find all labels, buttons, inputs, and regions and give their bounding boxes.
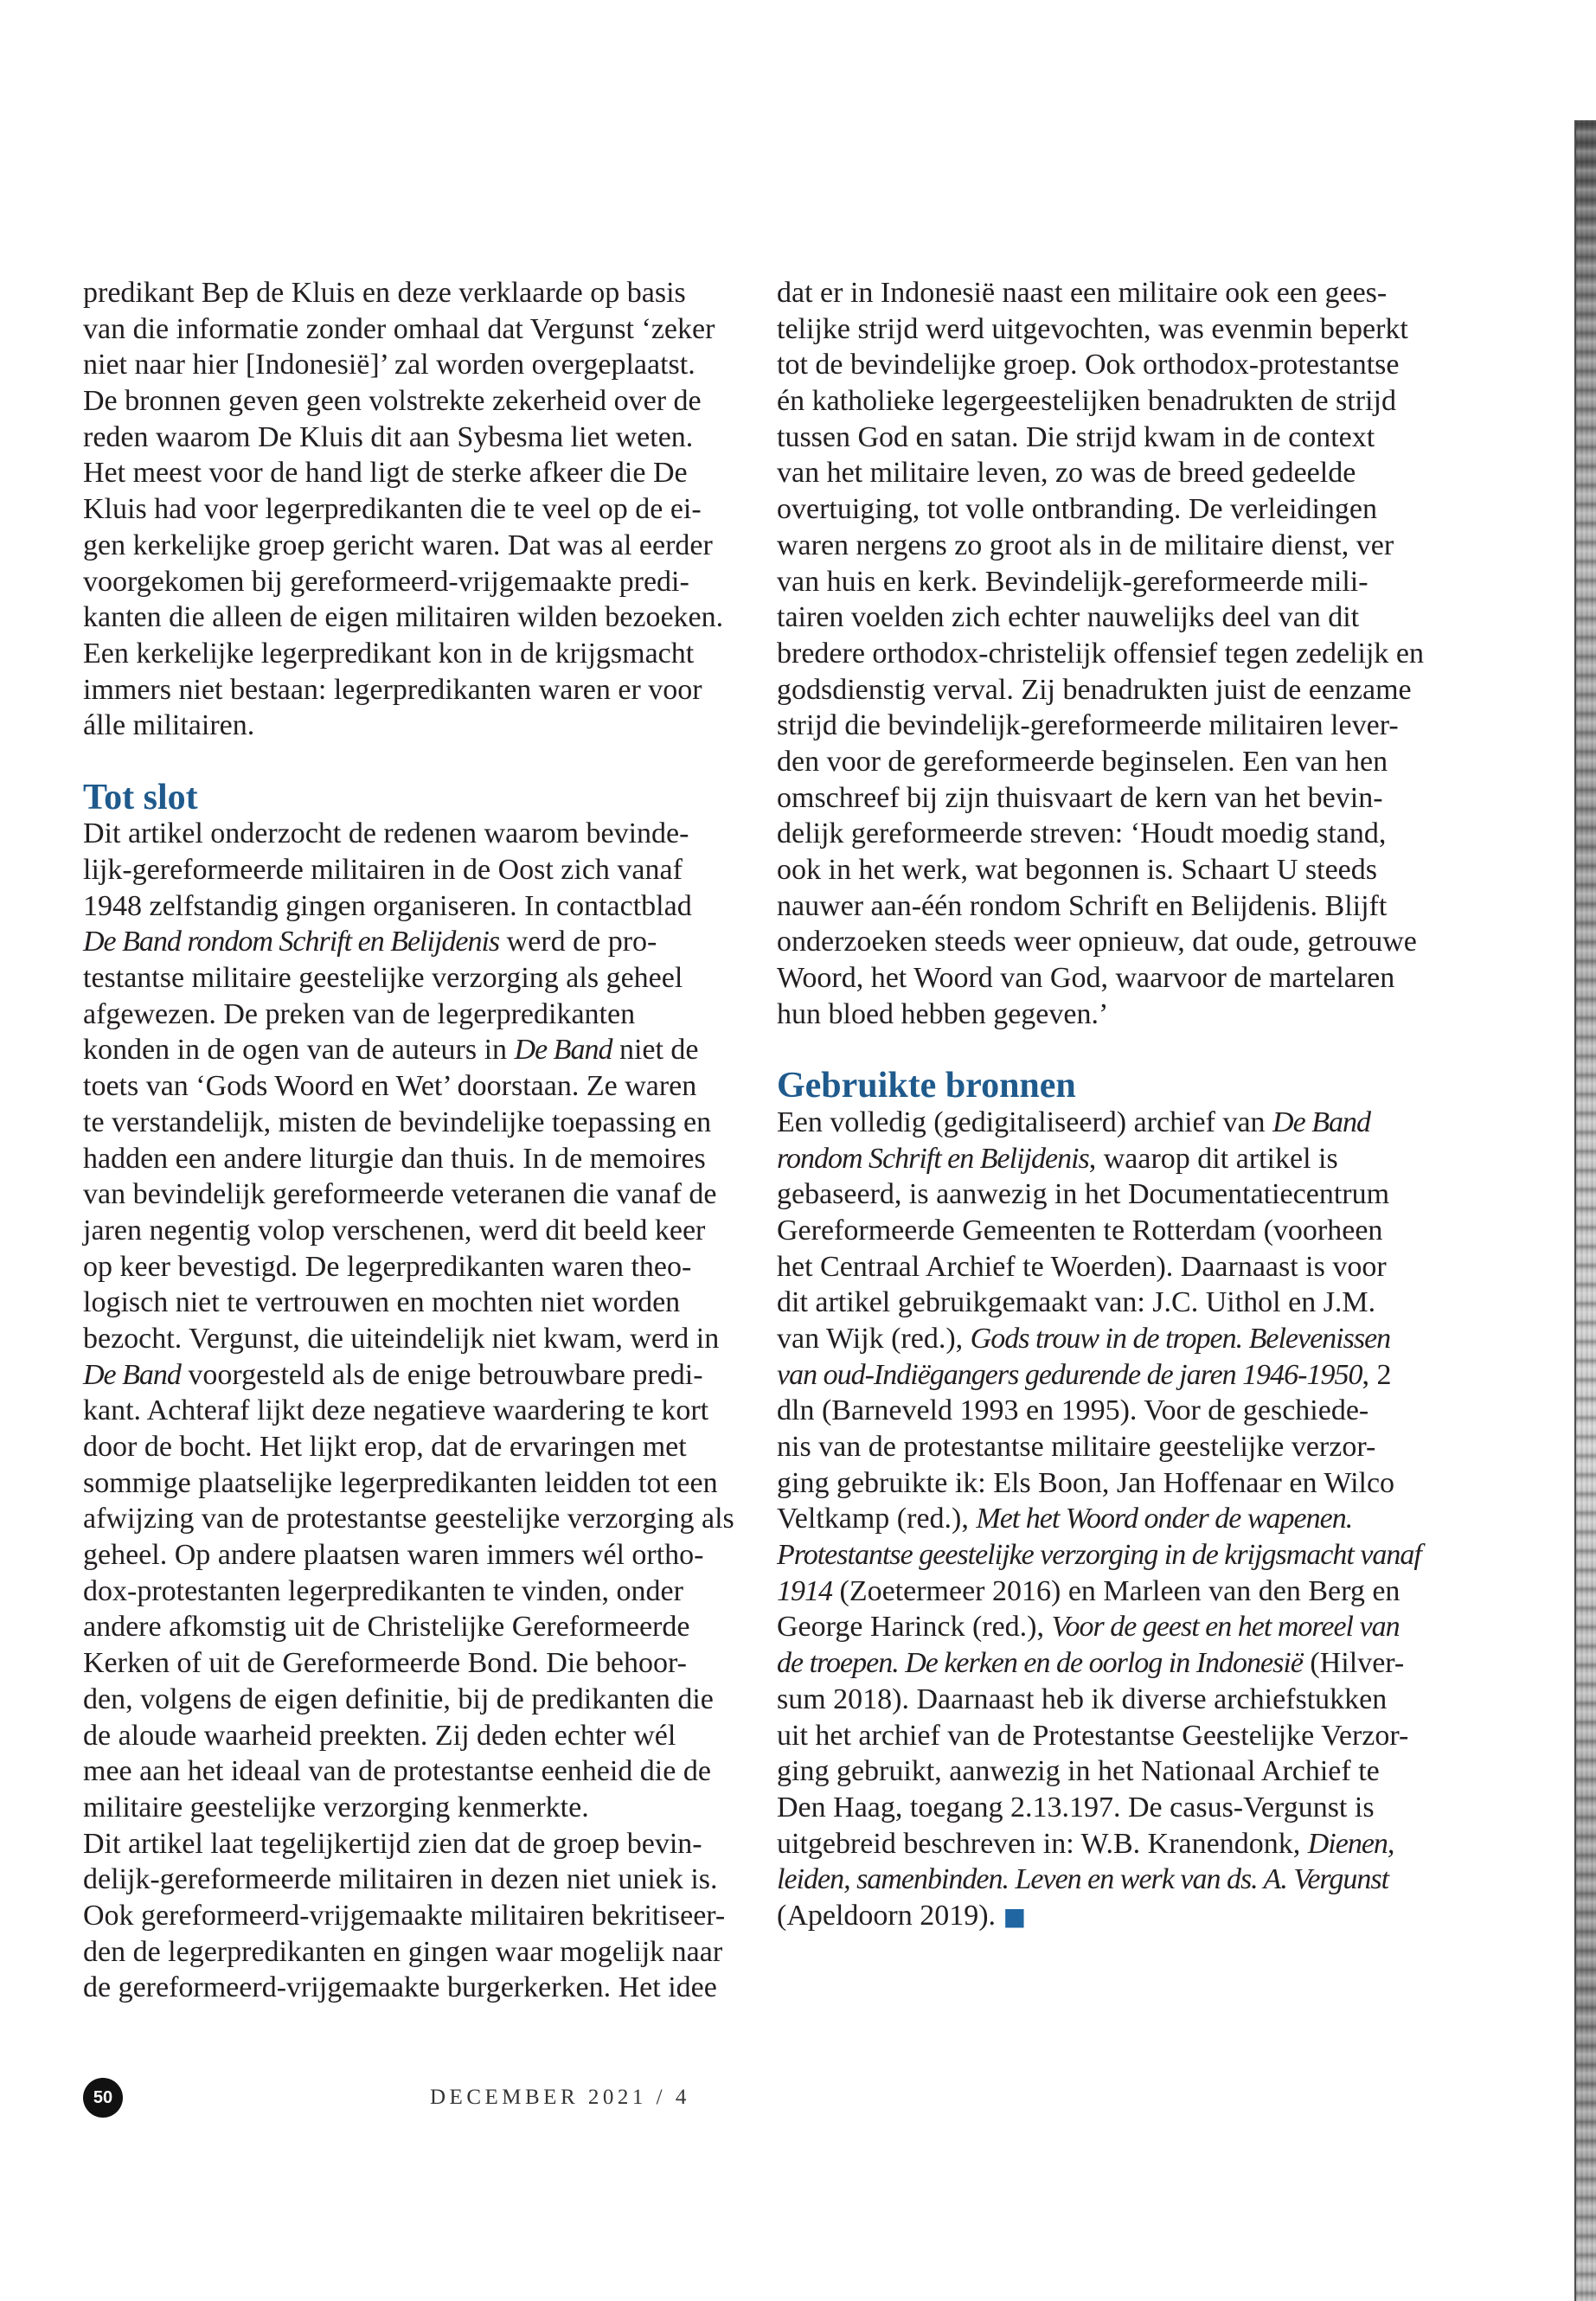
text-run: het Centraal Archief te Woerden). Daarnaast is voor [777, 1250, 1387, 1283]
italic-title: Protestantse geestelijke verzorging in de krijgsmacht vanaf [777, 1539, 1421, 1572]
text-run: strijd die bevindelijk-gereformeerde militairen lever- [777, 709, 1399, 742]
italic-title: Gods trouw in de tropen. Belevenissen [970, 1322, 1391, 1355]
right-column [777, 275, 1452, 1934]
text-line [777, 997, 1452, 1033]
text-line [83, 888, 758, 925]
text-line [777, 1790, 1452, 1826]
text-run: én katholieke legergeestelijken benadrukten de strijd [777, 385, 1396, 418]
text-line [777, 1682, 1452, 1718]
text-line [83, 852, 758, 888]
text-line [777, 1609, 1452, 1645]
text-line [83, 960, 758, 997]
text-run: nauwer aan-één rondom Schrift en Belijdenis. Blijft [777, 889, 1388, 922]
text-run: afgewezen. De preken van de legerpredikanten [83, 997, 636, 1030]
text-run: door de bocht. Het lijkt erop, dat de ervaringen met [83, 1431, 687, 1463]
text-run: Dit artikel onderzocht de redenen waarom bevinde- [83, 817, 689, 850]
text-line [83, 816, 758, 852]
text-line [83, 455, 758, 491]
text-run: Een kerkelijke legerpredikant kon in de krijgsmacht [83, 637, 695, 670]
text-run: (Zoetermeer 2016) en Marleen van den Berg en [832, 1574, 1401, 1607]
text-line [777, 1321, 1452, 1357]
text-line [83, 1826, 758, 1862]
text-run: dit artikel gebruikgemaakt van: J.C. Uithol en J.M. [777, 1286, 1376, 1319]
text-line [83, 1862, 758, 1898]
text-line [777, 1176, 1452, 1213]
text-run: niet de [612, 1034, 699, 1067]
text-line [777, 1105, 1452, 1141]
issue-label: DECEMBER 2021 / 4 [430, 2086, 690, 2109]
text-line [777, 491, 1452, 528]
text-line [777, 383, 1452, 420]
text-line [83, 1970, 758, 2006]
text-line [777, 1357, 1452, 1394]
text-run: te verstandelijk, misten de bevindelijke toepassing en [83, 1106, 712, 1138]
text-line [83, 1574, 758, 1610]
text-run: den, volgens de eigen definitie, bij de predikanten die [83, 1682, 714, 1715]
text-run: (Apeldoorn 2019). [777, 1899, 1003, 1932]
text-line [83, 1898, 758, 1934]
text-run: den de legerpredikanten en gingen waar mogelijk naar [83, 1935, 723, 1968]
text-line [83, 1682, 758, 1718]
text-run: toets van ‘Gods Woord en Wet’ doorstaan. Ze waren [83, 1070, 697, 1103]
text-run: mee aan het ideaal van de protestantse eenheid die de [83, 1755, 711, 1788]
text-line [777, 924, 1452, 960]
text-run: George Harinck (red.), [777, 1611, 1052, 1644]
italic-title: Met het Woord onder de wapenen. [976, 1503, 1353, 1535]
text-run: kant. Achteraf lijkt deze negatieve waardering te kort [83, 1394, 709, 1427]
text-line [83, 1213, 758, 1249]
text-run: andere afkomstig uit de Christelijke Gereformeerde [83, 1611, 690, 1644]
text-line [83, 347, 758, 383]
text-run: waren nergens zo groot als in de militaire dienst, ver [777, 529, 1394, 561]
text-line [83, 1465, 758, 1502]
text-run: Dit artikel laat tegelijkertijd zien dat de groep bevin- [83, 1827, 702, 1860]
text-run: predikant Bep de Kluis en deze verklaarde op basis [83, 277, 686, 309]
text-line [83, 1645, 758, 1682]
text-line [83, 924, 758, 960]
text-line [83, 1393, 758, 1429]
text-line [777, 599, 1452, 636]
text-line [777, 564, 1452, 600]
text-run: Kluis had voor legerpredikanten die te veel op de ei- [83, 493, 702, 526]
text-run: kanten die alleen de eigen militairen wilden bezoeken. [83, 601, 724, 634]
text-run: testantse militaire geestelijke verzorging als geheel [83, 962, 683, 995]
italic-title: de troepen. De kerken en de oorlog in Indonesië [777, 1647, 1303, 1680]
section-heading-gebruikte-bronnen: Gebruikte bronnen [777, 1066, 1076, 1106]
text-line [83, 599, 758, 636]
text-run: lijk-gereformeerde militairen in de Oost zich vanaf [83, 854, 683, 886]
text-run: van bevindelijk gereformeerde veteranen die vanaf de [83, 1178, 717, 1211]
text-run: ging gebruikt, aanwezig in het Nationaal Archief te [777, 1755, 1380, 1788]
text-run: álle militairen. [83, 709, 255, 742]
text-run: van Wijk (red.), [777, 1322, 971, 1355]
text-line [777, 1393, 1452, 1429]
text-line [83, 1032, 758, 1068]
text-run: den voor de gereformeerde beginselen. Een van hen [777, 745, 1388, 778]
text-run: voorgekomen bij gereformeerd-vrijgemaakte predi- [83, 565, 689, 598]
text-line [83, 1141, 758, 1177]
text-run: de aloude waarheid preekten. Zij deden echter wél [83, 1719, 676, 1752]
text-line [83, 383, 758, 420]
italic-title: van oud-Indiëgangers gedurende de jaren 1946-1950 [777, 1358, 1362, 1391]
text-line [83, 528, 758, 564]
text-line [777, 708, 1452, 744]
sources-text-block [777, 1105, 1452, 1934]
text-line [777, 311, 1452, 348]
text-line [83, 1321, 758, 1357]
text-run: op keer bevestigd. De legerpredikanten waren theo- [83, 1250, 692, 1283]
text-line [777, 852, 1452, 888]
text-line [777, 528, 1452, 564]
text-run: delijk gereformeerde streven: ‘Houdt moedig stand, [777, 817, 1387, 850]
text-run: konden in de ogen van de auteurs in [83, 1034, 515, 1067]
text-run: de gereformeerd-vrijgemaakte burgerkerken. Het idee [83, 1971, 717, 2004]
text-run: sommige plaatselijke legerpredikanten leidden tot een [83, 1466, 718, 1499]
text-line [83, 420, 758, 456]
italic-title: De Band [83, 1358, 181, 1391]
text-line [777, 1862, 1452, 1898]
text-run: Kerken of uit de Gereformeerde Bond. Die behoor- [83, 1647, 687, 1680]
text-run: , waarop dit artikel is [1088, 1142, 1338, 1175]
text-line [777, 1249, 1452, 1285]
italic-title: De Band [514, 1034, 612, 1067]
text-line [83, 1537, 758, 1574]
text-run: Den Haag, toegang 2.13.197. De casus-Vergunst is [777, 1791, 1375, 1823]
italic-title: 1914 [777, 1574, 832, 1607]
text-run: logisch niet te vertrouwen en mochten niet worden [83, 1286, 681, 1319]
text-run: ook in het werk, wat begonnen is. Schaart U steeds [777, 854, 1377, 886]
text-run: Woord, het Woord van God, waarvoor de martelaren [777, 962, 1395, 995]
text-run: militaire geestelijke verzorging kenmerkte. [83, 1791, 589, 1823]
text-run: immers niet bestaan: legerpredikanten waren er voor [83, 673, 702, 706]
text-run: Het meest voor de hand ligt de sterke afkeer die De [83, 457, 688, 490]
text-line [777, 275, 1452, 311]
text-run: tot de bevindelijke groep. Ook orthodox-protestantse [777, 349, 1400, 381]
text-line [777, 1465, 1452, 1502]
text-line [777, 1574, 1452, 1610]
text-run: ging gebruikte ik: Els Boon, Jan Hoffenaar en Wilco [777, 1466, 1395, 1499]
text-run: van die informatie zonder omhaal dat Vergunst ‘zeker [83, 312, 715, 345]
text-line [83, 1718, 758, 1754]
paragraph-spacer [83, 744, 758, 780]
text-run: Gereformeerde Gemeenten te Rotterdam (voorheen [777, 1214, 1383, 1247]
end-of-article-square-icon: ■ [1003, 1901, 1027, 1931]
text-run: 1948 zelfstandig gingen organiseren. In contactblad [83, 889, 692, 922]
italic-title: rondom Schrift en Belijdenis [777, 1142, 1089, 1175]
italic-title: De Band rondom Schrift en Belijdenis [83, 926, 500, 958]
text-line [777, 744, 1452, 780]
section-heading-tot-slot: Tot slot [83, 777, 198, 817]
text-run: (Hilver- [1302, 1647, 1405, 1680]
text-run: van huis en kerk. Bevindelijk-gereformeerde mili- [777, 565, 1368, 598]
text-line [777, 1718, 1452, 1754]
text-run: jaren negentig volop verschenen, werd dit beeld keer [83, 1214, 706, 1247]
text-line [83, 1176, 758, 1213]
text-run: sum 2018). Daarnaast heb ik diverse archiefstukken [777, 1682, 1388, 1715]
text-run: tussen God en satan. Die strijd kwam in de context [777, 420, 1375, 453]
text-line [777, 1753, 1452, 1790]
text-line [83, 1501, 758, 1537]
text-run: uit het archief van de Protestantse Geestelijke Verzor- [777, 1719, 1409, 1752]
adjacent-page-photo-edge [1574, 120, 1596, 2301]
text-line [777, 1537, 1452, 1574]
text-line [83, 491, 758, 528]
text-run: uitgebreid beschreven in: W.B. Kranendonk, [777, 1827, 1308, 1860]
text-line [777, 1645, 1452, 1682]
text-run: hun bloed hebben gegeven.’ [777, 997, 1109, 1030]
text-run: bredere orthodox-christelijk offensief tegen zedelijk en [777, 637, 1425, 670]
text-line [777, 780, 1452, 817]
text-run: godsdienstig verval. Zij benadrukten juist de eenzame [777, 673, 1412, 706]
text-line [777, 1501, 1452, 1537]
text-line [83, 1790, 758, 1826]
text-line [83, 1105, 758, 1141]
text-run: onderzoeken steeds weer opnieuw, dat oude, getrouwe [777, 926, 1417, 958]
text-line [777, 816, 1452, 852]
conclusion-text-block [83, 816, 758, 2006]
text-line [777, 636, 1452, 672]
text-run: bezocht. Vergunst, die uiteindelijk niet kwam, werd in [83, 1322, 720, 1355]
text-run: De bronnen geven geen volstrekte zekerheid over de [83, 385, 702, 418]
text-line [83, 311, 758, 348]
text-line [83, 275, 758, 311]
text-line [83, 997, 758, 1033]
text-line [777, 1898, 1452, 1934]
italic-title: De Band [1272, 1106, 1370, 1138]
text-run: tairen voelden zich echter nauwelijks deel van dit [777, 601, 1360, 634]
text-run: Een volledig (gedigitaliseerd) archief van [777, 1106, 1273, 1138]
text-line [83, 636, 758, 672]
text-run: Veltkamp (red.), [777, 1503, 977, 1535]
text-run: geheel. Op andere plaatsen waren immers wél ortho- [83, 1539, 704, 1572]
text-run: van het militaire leven, zo was de breed gedeelde [777, 457, 1356, 490]
text-run: telijke strijd werd uitgevochten, was evenmin beperkt [777, 312, 1408, 345]
text-line [777, 1285, 1452, 1321]
text-run: afwijzing van de protestantse geestelijke verzorging als [83, 1503, 734, 1535]
italic-title: Dienen, [1307, 1827, 1394, 1860]
text-line [83, 1609, 758, 1645]
text-line [777, 888, 1452, 925]
text-line [777, 672, 1452, 708]
text-line [83, 1429, 758, 1465]
text-run: delijk-gereformeerde militairen in dezen niet uniek is. [83, 1863, 718, 1896]
left-column [83, 275, 758, 2006]
text-run: reden waarom De Kluis dit aan Sybesma liet weten. [83, 420, 694, 453]
text-line [83, 1934, 758, 1971]
text-line [83, 672, 758, 708]
text-run: werd de pro- [499, 926, 657, 958]
text-line [83, 1357, 758, 1394]
text-line [777, 420, 1452, 456]
text-line [777, 1826, 1452, 1862]
text-line [83, 708, 758, 744]
text-run: , 2 [1362, 1358, 1392, 1391]
page-number-badge: 50 [83, 2078, 123, 2118]
text-line [777, 347, 1452, 383]
paragraph-spacer [777, 1032, 1452, 1068]
text-run: Ook gereformeerd-vrijgemaakte militairen bekritiseer- [83, 1899, 726, 1932]
text-run: dln (Barneveld 1993 en 1995). Voor de geschiede- [777, 1394, 1369, 1427]
text-line [777, 1213, 1452, 1249]
text-line [83, 564, 758, 600]
text-line [83, 1753, 758, 1790]
text-run: nis van de protestantse militaire geestelijke verzor- [777, 1431, 1376, 1463]
text-run: overtuiging, tot volle ontbranding. De verleidingen [777, 493, 1378, 526]
text-run: gebaseerd, is aanwezig in het Documentatiecentrum [777, 1178, 1390, 1211]
italic-title: leiden, samenbinden. Leven en werk van ds. A. Vergunst [777, 1863, 1389, 1896]
text-run: voorgesteld als de enige betrouwbare predi- [180, 1358, 703, 1391]
text-line [777, 1141, 1452, 1177]
body-text-block [83, 275, 758, 744]
text-run: omschreef bij zijn thuisvaart de kern van het bevin- [777, 781, 1383, 814]
text-run: dat er in Indonesië naast een militaire ook een gees- [777, 277, 1388, 309]
text-line [83, 1068, 758, 1105]
text-line [777, 1429, 1452, 1465]
italic-title: Voor de geest en het moreel van [1051, 1611, 1400, 1644]
text-line [777, 960, 1452, 997]
text-run: hadden een andere liturgie dan thuis. In de memoires [83, 1142, 706, 1175]
text-run: gen kerkelijke groep gericht waren. Dat was al eerder [83, 529, 713, 561]
text-run: dox-protestanten legerpredikanten te vinden, onder [83, 1574, 683, 1607]
text-line [83, 1285, 758, 1321]
text-line [83, 1249, 758, 1285]
body-text-block [777, 275, 1452, 1032]
text-run: niet naar hier [Indonesië]’ zal worden overgeplaatst. [83, 349, 695, 381]
text-line [777, 455, 1452, 491]
